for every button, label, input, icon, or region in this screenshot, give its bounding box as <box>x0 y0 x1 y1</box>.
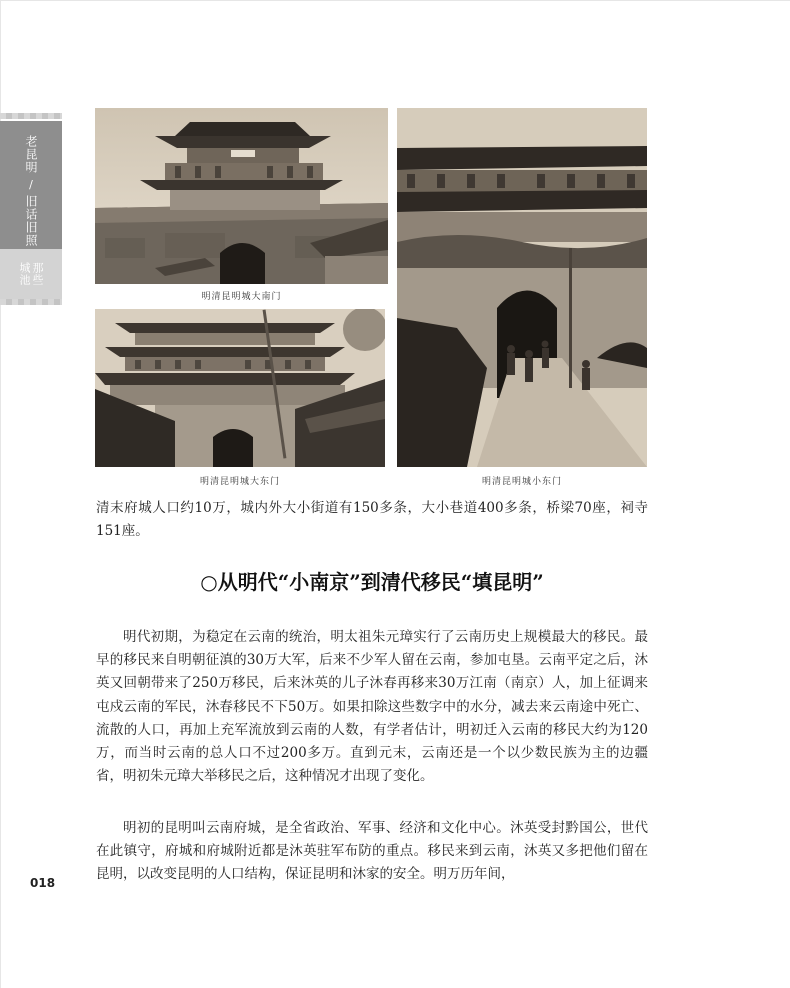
side-tab-stripe-bottom <box>0 299 62 305</box>
east-gate-image <box>95 309 385 467</box>
section-title: ○从明代“小南京”到清代移民“填昆明” <box>200 570 544 594</box>
series-title: 老昆明 <box>24 135 38 174</box>
book-title: 旧话旧照 <box>24 195 38 247</box>
chapter-title-line1: 那些 <box>31 262 44 286</box>
caption-south-gate: 明清昆明城大南门 <box>201 292 282 302</box>
photo-south-gate <box>95 108 388 284</box>
page-number: 018 <box>30 876 56 890</box>
title-separator: / <box>29 178 33 191</box>
photo-east-gate <box>95 309 385 467</box>
chapter-tab <box>0 249 62 299</box>
side-tab-stripe <box>0 113 62 119</box>
body-paragraph-2: 明初的昆明叫云南府城，是全省政治、军事、经济和文化中心。沐英受封黔国公，世代在此镇守，府城和府城附近都是沐英驻军布防的重点。移民来到云南，沐英又多把他们留在昆明，以改变昆明的人口结构，保证昆明和沐家的安全。明万历年间， <box>96 820 648 883</box>
page-top-border <box>0 0 790 1</box>
intro-paragraph: 清末府城人口约10万，城内外大小街道有150多条，大小巷道400多条，桥梁70座，祠寺151座。 <box>96 500 648 540</box>
side-tab-main <box>0 121 62 249</box>
small-east-gate-image <box>397 108 647 467</box>
photo-small-east-gate <box>397 108 647 467</box>
body-paragraph-1: 明代初期，为稳定在云南的统治，明太祖朱元璋实行了云南历史上规模最大的移民。最早的移民来自明朝征滇的30万大军，后来不少军人留在云南，参加屯垦。云南平定之后，沐英又回朝带来了250万移民，后来沐英的儿子沐春再移来30万江南（南京）人，加上征调来屯戍云南的军民，沐春移民不下50万。如果扣除这些数字中的水分，减去来云南途中死亡、流散的人口，再加上充军流放到云南的人数，有学者估计，明初迁入云南的移民大约为120万，而当时云南的总人口不过200多万。直到元末，云南还是一个以少数民族为主的边疆省，明初朱元璋大举移民之后，这种情况才出现了变化。 <box>96 629 648 785</box>
caption-east-gate: 明清昆明城大东门 <box>199 477 280 487</box>
side-tab <box>0 113 62 305</box>
south-gate-image <box>95 108 388 284</box>
chapter-title-line2: 城池 <box>18 262 31 286</box>
caption-small-east-gate: 明清昆明城小东门 <box>481 477 562 487</box>
